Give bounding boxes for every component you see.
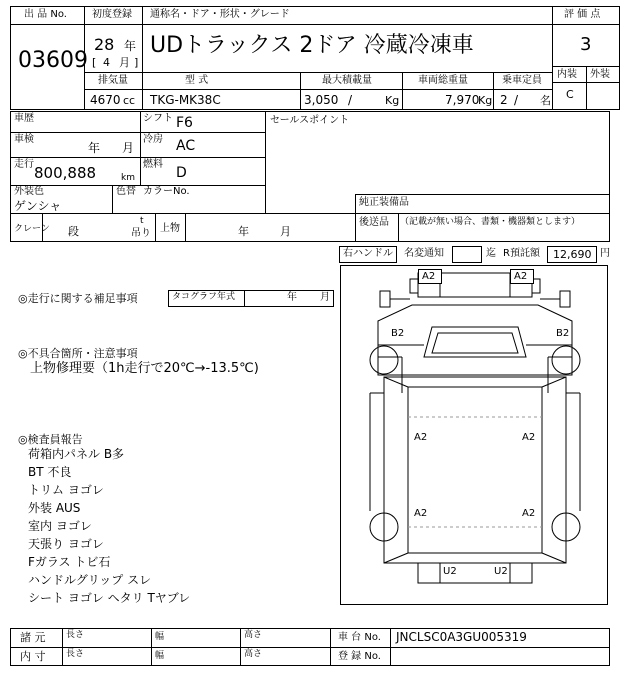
capacity-label: 乗車定員 — [502, 75, 542, 86]
mark-rear-right: A2 — [522, 508, 536, 519]
report-line: ハンドルグリップ スレ — [28, 573, 152, 587]
name-change-label: 名変通知 — [404, 248, 444, 259]
max-load-value: 3,050 — [304, 93, 339, 107]
color-code-label: カラーNo. — [143, 186, 190, 197]
displacement-label: 排気量 — [98, 75, 128, 86]
gross-weight-value: 7,970 — [445, 93, 480, 107]
reg-month: 4 — [103, 56, 110, 69]
upper-label: 上物 — [160, 223, 180, 234]
mark-cab-left: B2 — [391, 328, 405, 339]
report-line: 荷箱内パネル B多 — [28, 447, 125, 461]
displacement-value: 4670 — [90, 93, 121, 107]
vin-label: 車 台 No. — [338, 632, 381, 643]
report-line: 天張り ヨゴレ — [28, 537, 104, 551]
mark-front-right: A2 — [514, 271, 528, 282]
report-line: 外装 AUS — [28, 501, 81, 515]
grade-label: 評 価 点 — [564, 9, 601, 20]
lot-label: 出 品 No. — [24, 9, 67, 20]
defect-text: 上物修理要（1h走行で20℃→-13.5℃) — [30, 361, 259, 376]
report-line: 室内 ヨゴレ — [28, 519, 92, 533]
mark-front-left: A2 — [422, 271, 436, 282]
exterior-color-label: 外装色 — [14, 186, 44, 197]
mark-side-left: A2 — [414, 432, 428, 443]
driving-notes-label: ◎走行に関する補足事項 — [18, 292, 138, 305]
interior-grade-label: 内装 — [557, 69, 577, 80]
inspector-label: ◎検査員報告 — [18, 433, 83, 446]
deposit-value: 12,690 — [553, 248, 592, 261]
report-line: BT 不良 — [28, 465, 72, 479]
sales-point-label: セールスポイント — [270, 115, 350, 126]
shift-label: シフト — [143, 113, 173, 124]
first-reg-label: 初度登録 — [92, 9, 132, 20]
genuine-equipment-label: 純正装備品 — [359, 197, 409, 208]
history-label: 車歴 — [14, 113, 34, 124]
mark-rear-left: A2 — [414, 508, 428, 519]
title-label: 通称名・ドア・形状・グレード — [150, 9, 290, 20]
inspection-label: 車検 — [14, 134, 34, 145]
mark-bottom-right: U2 — [494, 566, 508, 577]
exterior-color-value: ゲンシャ — [14, 199, 62, 213]
max-load-label: 最大積載量 — [322, 75, 372, 86]
grade-value: 3 — [580, 34, 592, 55]
fuel-value: D — [176, 165, 187, 181]
reg-year-unit: 年 — [124, 39, 137, 53]
vehicle-title: UDトラックス 2ドア 冷蔵冷凍車 — [150, 33, 474, 58]
crane-label: クレーン — [14, 224, 50, 234]
reg-month-unit: 月 — [119, 56, 130, 69]
defect-label: ◎不具合箇所・注意事項 — [18, 347, 138, 360]
reg-no-label: 登 録 No. — [338, 651, 381, 662]
mark-cab-right: B2 — [556, 328, 570, 339]
model-label: 型 式 — [185, 75, 209, 86]
exterior-grade-label: 外装 — [590, 69, 610, 80]
mark-bottom-left: U2 — [443, 566, 457, 577]
mileage-value: 800,888 — [34, 164, 97, 182]
mileage-label: 走行 — [14, 159, 34, 170]
vin-value: JNCLSC0A3GU005319 — [396, 630, 527, 644]
truck-diagram-icon — [340, 265, 608, 605]
lot-number: 03609 — [18, 48, 88, 73]
fuel-label: 燃料 — [143, 159, 163, 170]
specs-dim-label: 諸 元 — [20, 631, 46, 644]
mark-side-right: A2 — [522, 432, 536, 443]
report-line: Fガラス トビ石 — [28, 555, 111, 569]
reg-year: 28 — [94, 35, 115, 54]
right-handle-label: 右ハンドル — [343, 248, 393, 259]
tachograph-label: タコグラフ年式 — [172, 292, 236, 302]
report-line: トリム ヨゴレ — [28, 483, 104, 497]
gross-weight-label: 車両総重量 — [418, 75, 468, 86]
model-value: TKG-MK38C — [150, 93, 221, 107]
shift-value: F6 — [176, 115, 193, 131]
capacity-value: 2 — [500, 93, 508, 107]
retrofit-note: （記載が無い場合、書類・機器類とします） — [400, 217, 581, 227]
ac-value: AC — [176, 138, 196, 154]
ac-label: 冷房 — [143, 134, 163, 145]
name-change-box — [452, 246, 482, 263]
interior-dim-label: 内 寸 — [20, 650, 46, 663]
deposit-label: R預託額 — [503, 248, 540, 259]
retrofit-label: 後送品 — [359, 217, 389, 228]
interior-grade-value: C — [566, 88, 574, 101]
report-line: シート ヨゴレ ヘタリ Tヤブレ — [28, 591, 191, 605]
color-change-label: 色替 — [116, 186, 136, 197]
